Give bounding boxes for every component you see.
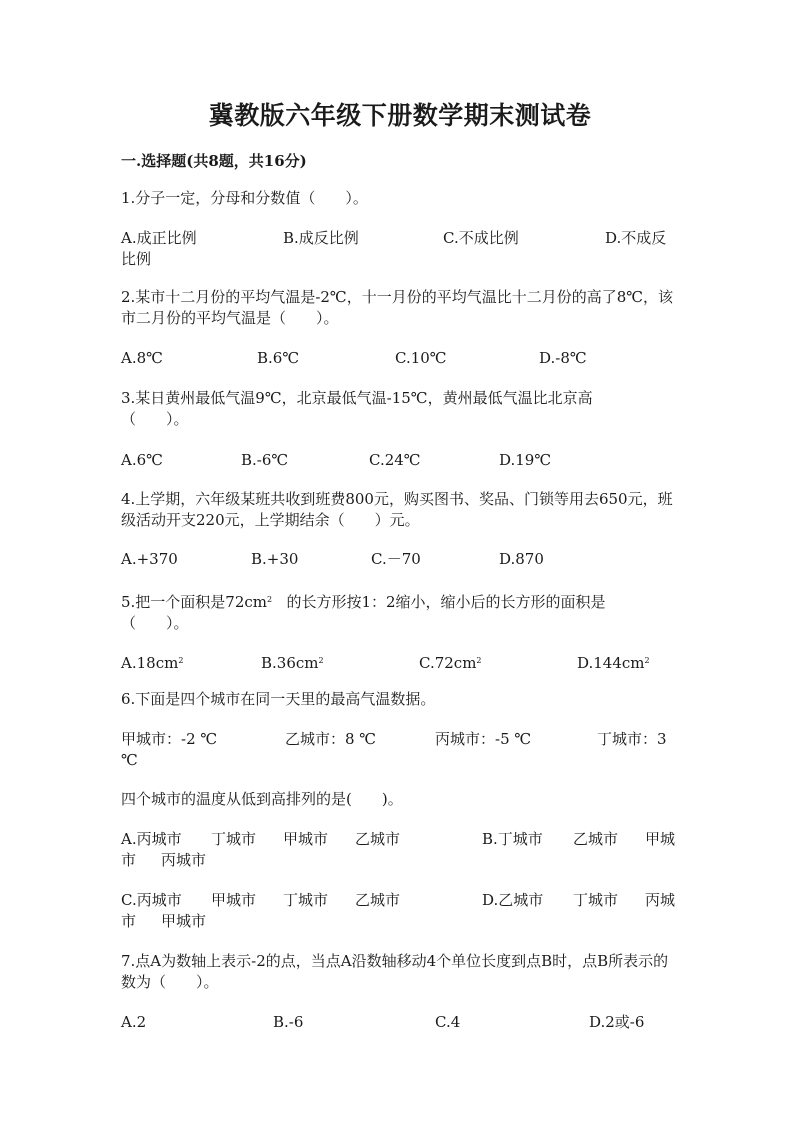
city-yi: 乙城市：8 ℃ [285,730,377,748]
option-a-item: 丁城市 [211,830,257,848]
option-d[interactable]: D.-8℃ [539,349,587,367]
option-d[interactable]: D.870 [499,550,544,568]
option-c[interactable]: C.4 [435,1013,461,1031]
option-a[interactable]: A.丙城市 [121,830,182,848]
option-d[interactable]: D.乙城市 [482,891,544,909]
option-d-item: 丁城市 [573,891,619,909]
option-a[interactable]: A.+370 [121,550,178,568]
option-a[interactable]: A.2 [121,1013,147,1031]
option-c-item: 乙城市 [355,891,401,909]
option-b[interactable]: B.6℃ [257,349,300,367]
question-5-stem [121,589,651,634]
option-d-item: 丙城 [645,891,676,909]
option-b[interactable]: B.+30 [251,550,299,568]
question-6-stem: 6.下面是四个城市在同一天里的最高气温数据。 [121,690,436,708]
option-c[interactable]: C.－70 [371,550,421,568]
option-b-item: 乙城市 [573,830,619,848]
question-4-stem: 4.上学期，六年级某班共收到班费800元，购买图书、奖品、门锁等用去650元，班级活动开支220元，上学期结余（ ）元。 [121,490,673,529]
page-title: 冀教版六年级下册数学期末测试卷 [208,101,592,130]
squared-mark: 2 [267,595,273,604]
option-a[interactable]: A.6℃ [121,451,163,469]
option-c[interactable]: C.不成比例 [443,229,519,247]
option-a-item: 甲城市 [283,830,329,848]
question-1-stem: 1.分子一定，分母和分数值（ ）。 [121,189,368,207]
option-d[interactable]: D.2或-6 [589,1013,645,1031]
option-c[interactable]: C.丙城市 [121,891,182,909]
city-bing: 丙城市：-5 ℃ [435,730,532,748]
question-2-stem: 2.某市十二月份的平均气温是-2℃，十一月份的平均气温比十二月份的高了8℃，该市二月份的平均气温是（ ）。 [121,288,674,327]
option-b[interactable]: B.丁城市 [482,830,543,848]
option-c[interactable]: $C.72cm^2$ [419,654,482,672]
option-b[interactable]: B.-6 [273,1013,304,1031]
option-d[interactable]: D.不成反 [605,229,667,247]
question-3-stem: 3.某日黄州最低气温9℃，北京最低气温-15℃，黄州最低气温比北京高（ ）。 [121,389,593,428]
question-7-stem: 7.点A为数轴上表示-2的点，当点A沿数轴移动4个单位长度到点B时，点B所表示的数为（ ）。 [121,952,669,991]
option-b-item: 丙城市 [161,851,207,869]
option-b[interactable]: $B.36cm^2$ [261,654,324,672]
section-heading: 一.选择题(共8题，共16分) [121,152,307,170]
option-d-wrap: 比例 [121,250,152,268]
option-a[interactable]: A.成正比例 [121,229,197,247]
stem-part-a: 5.把一个面积是72cm [121,593,268,611]
option-c-item: 甲城市 [211,891,257,909]
question-6-prompt: 四个城市的温度从低到高排列的是( )。 [121,790,403,808]
city-ding-wrap: ℃ [121,751,138,769]
option-d[interactable]: $D.144cm^2$ [577,654,650,672]
stem-part-b: 的长方形按1：2缩小，缩小后的长方形的面积是（ ）。 [121,593,606,632]
city-ding: 丁城市：3 [597,730,667,748]
option-d-item: 甲城市 [161,912,207,930]
option-b[interactable]: B.-6℃ [241,451,289,469]
option-b-item: 市 [121,851,137,869]
option-a-item: 乙城市 [355,830,401,848]
option-d[interactable]: D.19℃ [499,451,552,469]
option-c[interactable]: C.24℃ [369,451,421,469]
option-b-item: 甲城 [645,830,676,848]
option-d-item: 市 [121,912,137,930]
option-a[interactable]: A.8℃ [121,349,163,367]
city-jia: 甲城市：-2 ℃ [121,730,218,748]
option-a[interactable]: $A.18cm^2$ [121,654,184,672]
option-c[interactable]: C.10℃ [395,349,447,367]
option-b[interactable]: B.成反比例 [283,229,359,247]
option-c-item: 丁城市 [283,891,329,909]
